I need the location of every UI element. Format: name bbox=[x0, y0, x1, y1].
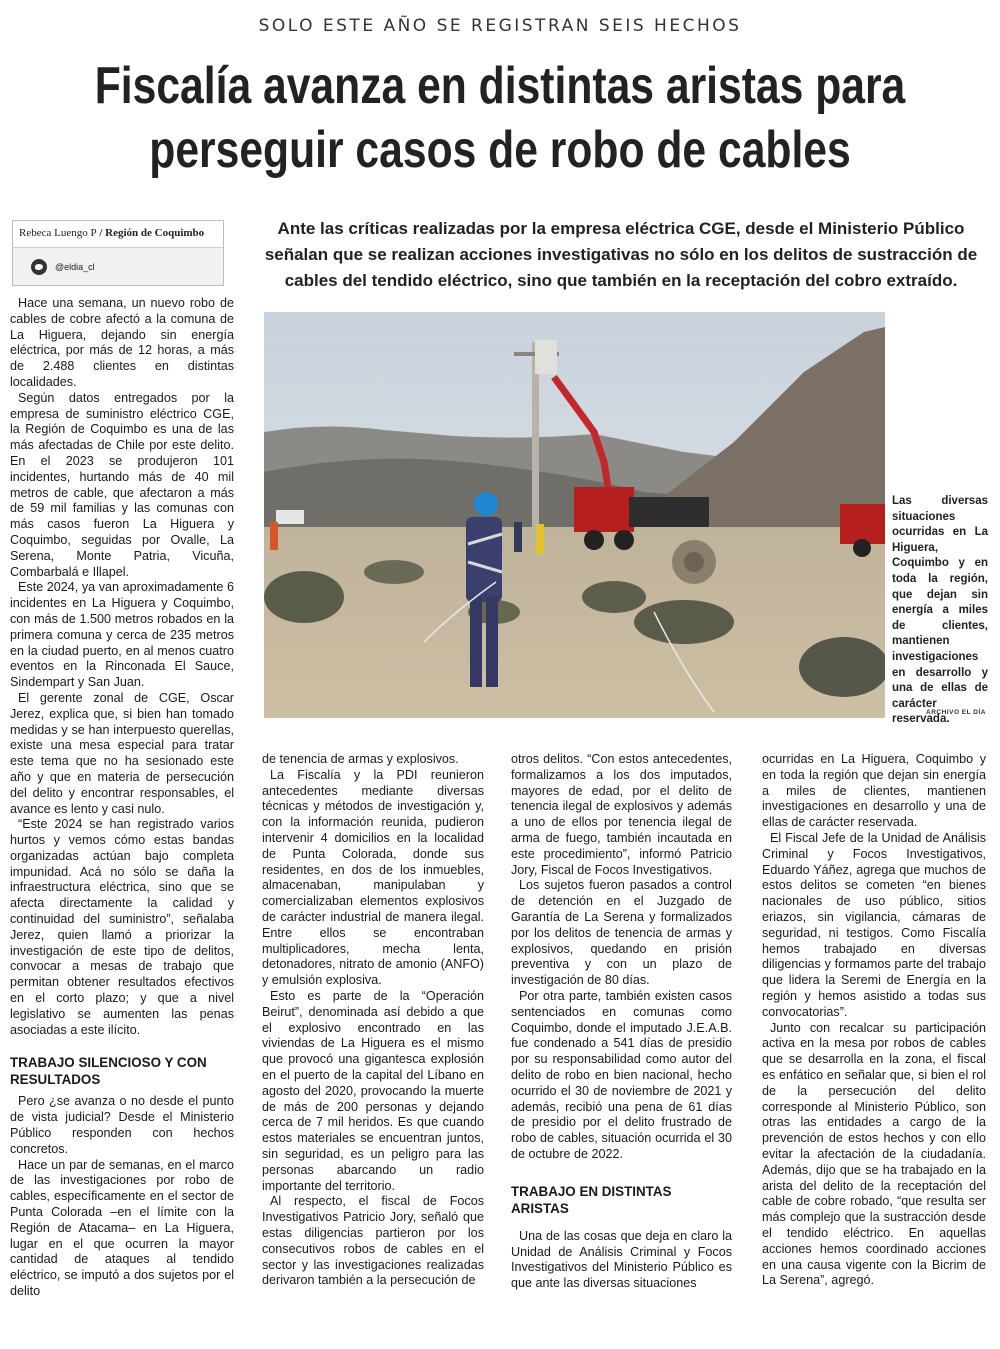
article-column-1 bbox=[10, 296, 234, 1300]
paragraph: Este 2024, ya van aproximadamente 6 incidentes en La Higuera y Coquimbo, con más de 1.500 metros robados en la primera comuna y cerca de 235 metros en la ciudad puerto, en al menos cuatro eventos en la Rinconada El Sauce, Sindempart y San Juan. bbox=[10, 580, 234, 690]
article-column-4 bbox=[762, 752, 986, 1289]
subheading-distintas-aristas: TRABAJO EN DISTINTAS ARISTAS bbox=[511, 1183, 672, 1216]
byline-region: Región de Coquimbo bbox=[105, 227, 205, 239]
subheading-trabajo-silencioso: TRABAJO SILENCIOSO Y CON RESULTADOS bbox=[10, 1055, 207, 1088]
twitter-handle: @eldia_cl bbox=[55, 262, 95, 272]
headline-line-2: perseguir casos de robo de cables bbox=[149, 121, 851, 179]
twitter-handle-row[interactable] bbox=[31, 259, 95, 275]
byline-separator: / bbox=[96, 227, 106, 239]
photo-caption: Las diversas situaciones ocurridas en La Higuera, Coquimbo y en toda la región, que dejan sin energía a miles de clientes, mantienen investigaciones en desarrollo y una de ellas de carácter reservada. bbox=[892, 495, 988, 726]
lead-paragraph: Ante las críticas realizadas por la empresa eléctrica CGE, desde el Ministerio Público señalan que se realizan acciones investigativas no sólo en los delitos de sustracción de cables del tendido eléctrico, sino que también en la receptación del cobro extraído. bbox=[264, 219, 978, 290]
kicker: SOLO ESTE AÑO SE REGISTRAN SEIS HECHOS bbox=[258, 16, 742, 36]
twitter-icon bbox=[31, 259, 47, 275]
paragraph: otros delitos. “Con estos antecedentes, formalizamos a los dos imputados, mayores de edad, por el delito de tenencia ilegal de explosivos y además a uno de ellos por tenencia ilegal de arma de fuego, también incautada en este procedimiento”, informó Patricio Jory, Fiscal de Focos Investigativos. bbox=[511, 752, 732, 877]
paragraph: Pero ¿se avanza o no desde el punto de vista judicial? Desde el Ministerio Público responden con hechos concretos. bbox=[10, 1094, 234, 1156]
paragraph: La Fiscalía y la PDI reunieron antecedentes mediante diversas técnicas y métodos de investigación y, con la información reunida, pudieron intervenir 4 domicilios en la localidad de Punta Colorada, donde sus residentes, en dos de los inmuebles, almacenaban, manipulaban y comercializaban elementos explosivos de carácter industrial de manera ilegal. Entre ellos se encontraban multiplicadores, mecha lenta, detonadores, nitrato de amonio (ANFO) y emulsión explosiva. bbox=[262, 767, 484, 988]
paragraph: de tenencia de armas y explosivos. bbox=[262, 752, 459, 766]
paragraph: Los sujetos fueron pasados a control de detención en el Juzgado de Garantía de La Serena y formalizados por los delitos de tenencia de armas y explosivos, quedando en prisión preventiva y con un plazo de investigación de 80 días. bbox=[511, 878, 732, 988]
paragraph: Hace una semana, un nuevo robo de cables de cobre afectó a la comuna de La Higuera, dejando sin energía eléctrica, por más de 12 horas, a más de 2.488 clientes en distintas localidades. bbox=[10, 296, 234, 389]
paragraph: Una de las cosas que deja en claro la Unidad de Análisis Criminal y Focos Investigativos del Ministerio Público es que ante las diversas situaciones bbox=[511, 1228, 732, 1291]
article-photo bbox=[264, 312, 885, 718]
paragraph: Por otra parte, también existen casos sentenciados en comunas como Coquimbo, donde el imputado J.E.A.B. fue condenado a 541 días de presidio por su responsabilidad como autor del delito de robo en bien nacional, hecho ocurrido el 30 de noviembre de 2021 y además, recibió una pena de 61 días de presidio por el delito frustrado de robo de cables, situación ocurrida el 30 de octubre de 2022. bbox=[511, 988, 732, 1161]
photo-illustration bbox=[264, 312, 885, 718]
paragraph: Junto con recalcar su participación activa en la mesa por robos de cables que se desarrolla en la zona, el fiscal es enfático en señalar que, si bien el rol de la persecución del delito corresponde al Ministerio Público, son otras las entidades a cargo de la prevención de estos hechos y con ello evitar la afectación de la ciudadanía. Además, dijo que se ha trabajado en la arista del delito de la receptación del cable de cobre robado, “que resulta ser más complejo que la sustracción desde el tendido eléctrico. En aquellas acciones hemos coordinado acciones en una causa vigente con la Bicrim de La Serena”, agregó. bbox=[762, 1020, 986, 1288]
article-column-3 bbox=[511, 752, 732, 1292]
paragraph: El Fiscal Jefe de la Unidad de Análisis Criminal y Focos Investigativos, Eduardo Yáñez, agrega que muchos de estos delitos se cometen “en bienes nacionales de uso público, sitios eriazos, sin vigilancia, cámaras de seguridad, ni testigos. Como Fiscalía hemos trabajado en diversas diligencias y formamos parte del trabajo que lidera la Seremi de Energía en la región y hemos asistido a todas sus convocatorias”. bbox=[762, 830, 986, 1019]
paragraph: El gerente zonal de CGE, Oscar Jerez, explica que, si bien han tomado medidas y se han interpuesto querellas, existe una mesa especial para tratar este tema que no ha sesionado este año y que en materia de persecución del delito y encontrar responsables, el avance es lento y casi nulo. bbox=[10, 690, 234, 816]
headline bbox=[90, 54, 910, 182]
paragraph: “Este 2024 se han registrado varios hurtos y vemos cómo estas bandas organizadas actúan bajo completa impunidad. Acá no sólo se daña la infraestructura eléctrica, sino que se afecta directamente la calidad y continuidad del suministro”, señalaba Jerez, quien llamó a priorizar la investigación de este tipo de delitos, convocar a mesas de trabajo que permitan obtener resultados efectivos en el corto plazo; y que a nivel legislativo se aumenten las penas asociadas a este ilícito. bbox=[10, 817, 234, 1037]
byline-box bbox=[12, 220, 224, 286]
paragraph: Esto es parte de la “Operación Beirut”, denominada así debido a que el explosivo encontrado en las viviendas de La Higuera es el mismo que provocó una gigantesca explosión en el puerto de la capital del Líbano en agosto del 2020, provocando la muerte de más de 200 personas y dejando cerca de 7 mil heridos. Es que cuando estos materiales se encuentran juntos, sin seguridad, es un peligro para las personas abarcando un radio importante del territorio. bbox=[262, 988, 484, 1193]
paragraph: ocurridas en La Higuera, Coquimbo y en toda la región que dejan sin energía a miles de clientes, mantienen investigaciones en desarrollo y una de ellas de carácter reservada. bbox=[762, 752, 986, 830]
photo-credit: ARCHIVO EL DÍA bbox=[926, 709, 986, 716]
headline-line-1: Fiscalía avanza en distintas aristas para bbox=[94, 57, 906, 115]
byline-names bbox=[13, 221, 223, 248]
author-name: Rebeca Luengo P bbox=[19, 227, 97, 239]
article-column-2 bbox=[262, 752, 484, 1289]
paragraph: Hace un par de semanas, en el marco de las investigaciones por robo de cables, específicamente en el sector de Punta Colorada –en el límite con la Región de Atacama– en La Higuera, lugar en el que ocurren la mayor cantidad de ataques al tendido eléctrico, se imputó a dos sujetos por el delito bbox=[10, 1157, 234, 1299]
paragraph: Según datos entregados por la empresa de suministro eléctrico CGE, la Región de Coquimbo es una de las más afectadas de Chile por este delito. En el 2023 se produjeron 101 incidentes, hurtando más de 40 mil metros de cable, que afectaron a más de 59 mil familias y las comunas con más casos fueron La Higuera y Coquimbo, seguidas por Ovalle, La Serena, Monte Patria, Vicuña, Combarbalá e Illapel. bbox=[10, 390, 234, 579]
paragraph: Al respecto, el fiscal de Focos Investigativos Patricio Jory, señaló que estas diligencias partieron por los consecutivos robos de cables en el sector y las investigaciones realizadas derivaron también a la persecución de bbox=[262, 1194, 484, 1288]
